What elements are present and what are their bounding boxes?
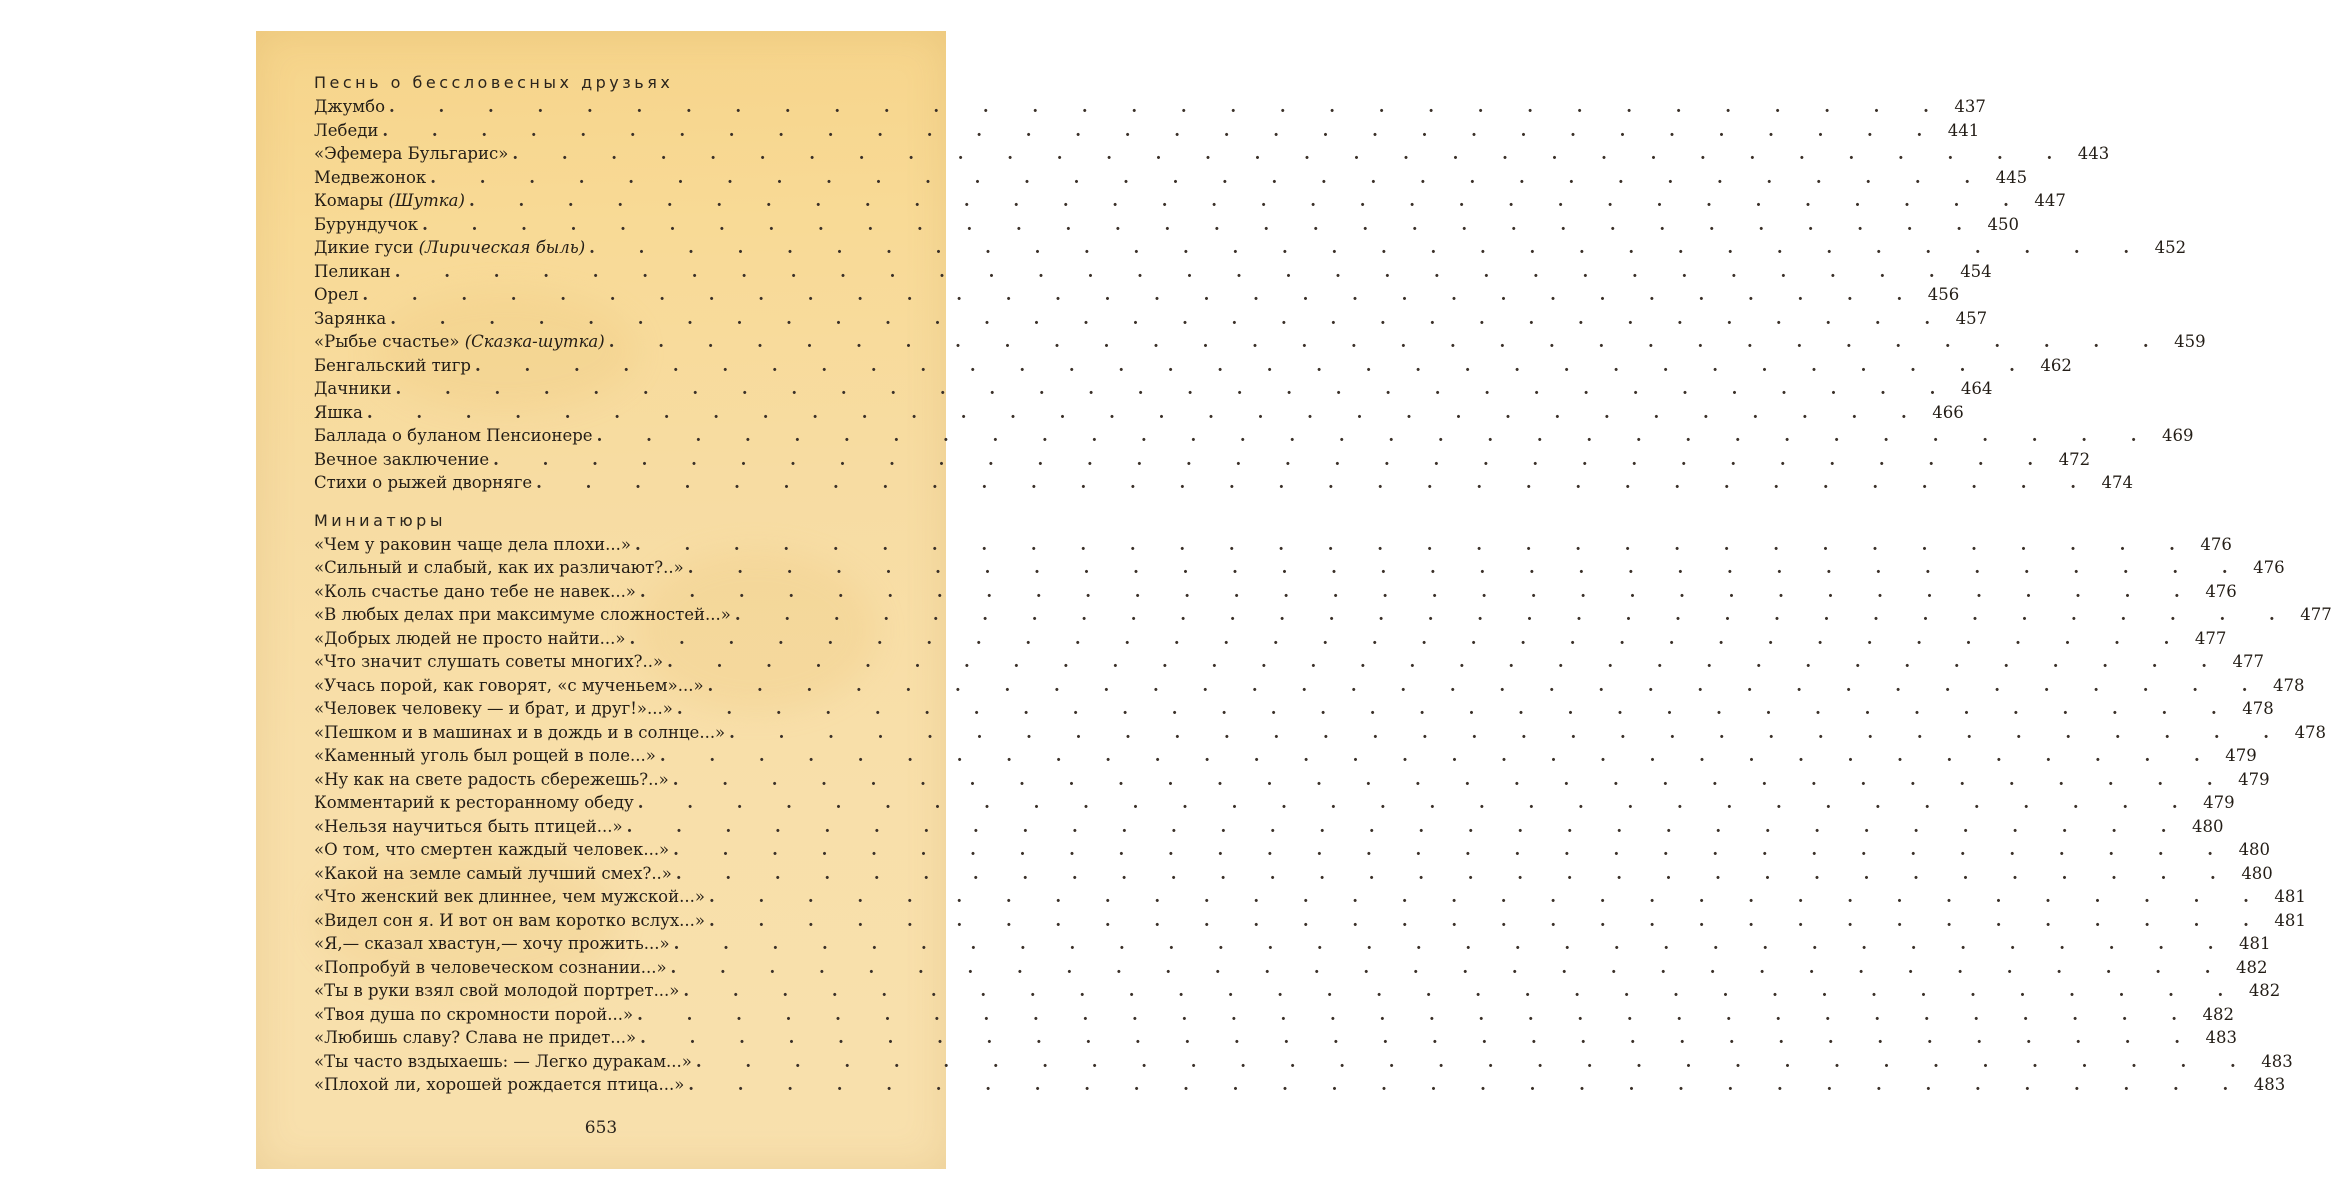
dot-leader: . . . . . . . . . . . . . . . . . . . . . . . . . . . . . . . . bbox=[422, 214, 1982, 234]
entry-title-text: Вечное заключение bbox=[314, 449, 490, 469]
entry-title bbox=[314, 979, 683, 1003]
entry-page-number: 457 bbox=[1955, 308, 1988, 328]
toc-entry bbox=[314, 556, 2285, 580]
dot-leader: . . . . . . . . . . . . . . . . . . . . . . . . . . . . . . . . bbox=[394, 261, 1954, 281]
entry-title-text: «Что значит слушать советы многих?..» bbox=[314, 652, 664, 671]
entry-title bbox=[314, 1026, 640, 1050]
entry-title bbox=[314, 377, 395, 401]
entry-title bbox=[314, 283, 362, 307]
dot-leader: . . . . . . . . . . . . . . . . . . . . . . . . . . . . . . . . bbox=[709, 910, 2268, 930]
dot-leader: . . . . . . . . . . . . . . . . . . . . . . . . . . . . . . . . bbox=[382, 120, 1942, 140]
entry-title-text: «Я,— сказал хвастун,— хочу прожить...» bbox=[314, 934, 670, 953]
toc-entry bbox=[314, 791, 2235, 815]
dot-leader: . . . . . . . . . . . . . . . . . . . . . . . . . . . . . . . . bbox=[688, 1075, 2248, 1094]
toc-entry bbox=[314, 236, 2187, 260]
dot-leader: . . . . . . . . . . . . . . . . . . . . . . . . . . . . . . . . bbox=[389, 97, 1948, 116]
entry-title bbox=[314, 142, 512, 166]
entry-page-number: 450 bbox=[1987, 214, 2020, 234]
entry-title bbox=[314, 909, 709, 933]
entry-title bbox=[314, 307, 390, 331]
entry-title-text: «Чем у раковин чаще дела плохи...» bbox=[314, 534, 631, 554]
dot-leader: . . . . . . . . . . . . . . . . . . . . . . . . . . . . . . . . bbox=[608, 332, 2168, 351]
entry-title-text: Бенгальский тигр bbox=[314, 355, 471, 375]
toc-entry bbox=[314, 838, 2271, 862]
entry-title bbox=[314, 603, 735, 627]
toc-entry bbox=[314, 697, 2274, 721]
entry-title-text: Баллада о буланом Пенсионере bbox=[314, 426, 593, 445]
entry-title-text: «Эфемера Бульгарис» bbox=[314, 144, 509, 163]
dot-leader: . . . . . . . . . . . . . . . . . . . . . . . . . . . . . . . . bbox=[512, 144, 2072, 163]
toc-entry bbox=[314, 1003, 2235, 1027]
dot-leader: . . . . . . . . . . . . . . . . . . . . . . . . . . . . . . . . bbox=[362, 285, 1922, 304]
entry-title bbox=[314, 424, 597, 448]
dot-leader: . . . . . . . . . . . . . . . . . . . . . . . . . . . . . . . . bbox=[672, 769, 2232, 789]
entry-title bbox=[314, 556, 688, 580]
entry-title-text: «Попробуй в человеческом сознании...» bbox=[314, 957, 667, 977]
entry-title-text: Дачники bbox=[314, 379, 392, 398]
toc-entry bbox=[314, 330, 2206, 354]
entry-page-number: 459 bbox=[2174, 332, 2206, 351]
toc-entry bbox=[314, 119, 1980, 143]
dot-leader: . . . . . . . . . . . . . . . . . . . . . . . . . . . . . . . . bbox=[673, 934, 2233, 953]
entry-title-text: Медвежонок bbox=[314, 167, 427, 187]
entry-page-number: 479 bbox=[2238, 769, 2270, 789]
entry-title bbox=[314, 260, 395, 284]
entry-title bbox=[314, 674, 708, 698]
toc-entry bbox=[314, 213, 2020, 237]
entry-page-number: 454 bbox=[1960, 261, 1992, 281]
entry-page-number: 480 bbox=[2238, 840, 2271, 859]
entry-title-text: «Рыбье счастье» bbox=[314, 332, 460, 351]
entry-title-text: «Каменный уголь был рощей в поле...» bbox=[314, 746, 656, 765]
entry-note: (Шутка) bbox=[388, 191, 465, 210]
section-gap bbox=[314, 495, 862, 509]
section-title: Песнь о бессловесных друзьях bbox=[314, 73, 674, 92]
toc-entry bbox=[314, 815, 2224, 839]
dot-leader: . . . . . . . . . . . . . . . . . . . . . . . . . . . . . . . . bbox=[589, 238, 2149, 257]
entry-page-number: 437 bbox=[1954, 97, 1986, 116]
toc-entry bbox=[314, 909, 2306, 933]
entry-title bbox=[314, 627, 629, 651]
toc-entry bbox=[314, 189, 2066, 213]
toc-entry bbox=[314, 1050, 2293, 1074]
toc-entry bbox=[314, 354, 2072, 378]
entry-page-number: 482 bbox=[2202, 1004, 2235, 1024]
entry-page-number: 482 bbox=[2235, 957, 2268, 977]
entry-page-number: 479 bbox=[2203, 793, 2235, 812]
dot-leader: . . . . . . . . . . . . . . . . . . . . . . . . . . . . . . . . bbox=[493, 449, 2053, 469]
entry-note: (Сказка-шутка) bbox=[464, 332, 605, 351]
entry-title bbox=[314, 1050, 696, 1074]
entry-page-number: 483 bbox=[2205, 1028, 2238, 1047]
entry-title-text: Бурундучок bbox=[314, 214, 419, 234]
entry-title bbox=[314, 815, 627, 839]
dot-leader: . . . . . . . . . . . . . . . . . . . . . . . . . . . . . . . . bbox=[596, 426, 2156, 445]
dot-leader: . . . . . . . . . . . . . . . . . . . . . . . . . . . . . . . . bbox=[430, 167, 1990, 187]
entry-title-text: «Любишь славу? Слава не придет...» bbox=[314, 1028, 637, 1047]
entry-title-text: «Учась порой, как говорят, «с мученьем»...» bbox=[314, 675, 704, 695]
dot-leader: . . . . . . . . . . . . . . . . . . . . . . . . . . . . . . . . bbox=[395, 379, 1955, 398]
entry-page-number: 447 bbox=[2034, 191, 2066, 210]
entry-title bbox=[314, 1073, 688, 1097]
entry-page-number: 478 bbox=[2242, 699, 2274, 718]
dot-leader: . . . . . . . . . . . . . . . . . . . . . . . . . . . . . . . . bbox=[673, 840, 2233, 859]
entry-page-number: 482 bbox=[2248, 981, 2281, 1000]
toc-entry bbox=[314, 674, 2305, 698]
entry-title-text: Лебеди bbox=[314, 120, 379, 140]
entry-title bbox=[314, 166, 430, 190]
entry-page-number: 483 bbox=[2261, 1051, 2293, 1071]
toc-entry bbox=[314, 377, 1993, 401]
entry-page-number: 481 bbox=[2238, 934, 2271, 953]
entry-title-text: Комментарий к ресторанному обеду bbox=[314, 793, 634, 812]
toc-entry bbox=[314, 533, 2232, 557]
dot-leader: . . . . . . . . . . . . . . . . . . . . . . . . . . . . . . . . bbox=[734, 605, 2294, 624]
dot-leader: . . . . . . . . . . . . . . . . . . . . . . . . . . . . . . . . bbox=[675, 863, 2235, 883]
entry-title bbox=[314, 721, 729, 745]
entry-title bbox=[314, 354, 475, 378]
entry-page-number: 462 bbox=[2040, 355, 2072, 375]
entry-page-number: 445 bbox=[1995, 167, 2028, 187]
entry-page-number: 469 bbox=[2161, 426, 2194, 445]
entry-title-text: «Пешком и в машинах и в дождь и в солнце...» bbox=[314, 722, 726, 742]
entry-page-number: 466 bbox=[1932, 402, 1964, 422]
entry-title bbox=[314, 885, 709, 909]
entry-title-text: «О том, что смертен каждый человек...» bbox=[314, 840, 670, 859]
entry-page-number: 441 bbox=[1947, 120, 1980, 140]
dot-leader: . . . . . . . . . . . . . . . . . . . . . . . . . . . . . . . . bbox=[536, 473, 2096, 492]
entry-title-text: Пеликан bbox=[314, 261, 391, 281]
entry-title-text: «Твоя душа по скромности порой...» bbox=[314, 1004, 634, 1024]
entry-title bbox=[314, 213, 422, 237]
entry-page-number: 477 bbox=[2194, 628, 2227, 648]
dot-leader: . . . . . . . . . . . . . . . . . . . . . . . . . . . . . . . . bbox=[640, 1028, 2200, 1047]
dot-leader: . . . . . . . . . . . . . . . . . . . . . . . . . . . . . . . . bbox=[670, 957, 2230, 977]
entry-page-number: 452 bbox=[2154, 238, 2187, 257]
entry-title bbox=[314, 932, 674, 956]
entry-title bbox=[314, 1003, 637, 1027]
book-page bbox=[256, 31, 2332, 1169]
entry-title-text: «Ты часто вздыхаешь: — Легко дуракам...» bbox=[314, 1051, 692, 1071]
entry-page-number: 472 bbox=[2058, 449, 2091, 469]
entry-page-number: 478 bbox=[2294, 722, 2327, 742]
entry-title-text: «Видел сон я. И вот он вам коротко вслух...» bbox=[314, 910, 706, 930]
entry-title-text: Зарянка bbox=[314, 308, 387, 328]
entry-title bbox=[314, 838, 673, 862]
entry-page-number: 476 bbox=[2253, 558, 2285, 577]
toc-entry bbox=[314, 471, 2134, 495]
toc-entry bbox=[314, 650, 2265, 674]
entry-title bbox=[314, 862, 676, 886]
dot-leader: . . . . . . . . . . . . . . . . . . . . . . . . . . . . . . . . bbox=[474, 355, 2034, 375]
dot-leader: . . . . . . . . . . . . . . . . . . . . . . . . . . . . . . . . bbox=[629, 628, 2189, 648]
dot-leader: . . . . . . . . . . . . . . . . . . . . . . . . . . . . . . . . bbox=[707, 675, 2267, 695]
toc-entry bbox=[314, 307, 1988, 331]
entry-title bbox=[314, 236, 589, 260]
entry-title-text: «Человек человеку — и брат, и друг!»...» bbox=[314, 699, 673, 718]
entry-title bbox=[314, 533, 635, 557]
entry-title bbox=[314, 401, 367, 425]
toc-entry bbox=[314, 142, 2110, 166]
entry-title-text: «В любых делах при максимуме сложностей...» bbox=[314, 605, 731, 624]
entry-title bbox=[314, 697, 677, 721]
toc-entry bbox=[314, 885, 2306, 909]
toc-entry bbox=[314, 283, 1960, 307]
entry-title-text: «Ты в руки взял свой молодой портрет...» bbox=[314, 981, 680, 1000]
dot-leader: . . . . . . . . . . . . . . . . . . . . . . . . . . . . . . . . bbox=[626, 816, 2186, 836]
entry-title-text: Комары bbox=[314, 191, 384, 210]
entry-title-text: «Добрых людей не просто найти...» bbox=[314, 628, 626, 648]
entry-title-text: Дикие гуси bbox=[314, 238, 414, 257]
dot-leader: . . . . . . . . . . . . . . . . . . . . . . . . . . . . . . . . bbox=[637, 793, 2197, 812]
entry-title-text: «Коль счастье дано тебе не навек...» bbox=[314, 581, 636, 601]
entry-title-text: «Плохой ли, хорошей рождается птица...» bbox=[314, 1075, 685, 1094]
entry-title bbox=[314, 471, 536, 495]
entry-page-number: 476 bbox=[2200, 534, 2232, 554]
toc-entry bbox=[314, 627, 2227, 651]
dot-leader: . . . . . . . . . . . . . . . . . . . . . . . . . . . . . . . . bbox=[667, 652, 2227, 671]
entry-page-number: 481 bbox=[2274, 887, 2306, 906]
dot-leader: . . . . . . . . . . . . . . . . . . . . . . . . . . . . . . . . bbox=[683, 981, 2243, 1000]
entry-title bbox=[314, 791, 638, 815]
entry-title-text: Стихи о рыжей дворняге bbox=[314, 473, 533, 492]
entry-page-number: 478 bbox=[2272, 675, 2305, 695]
toc-entry bbox=[314, 979, 2281, 1003]
entry-title-text: Яшка bbox=[314, 402, 363, 422]
dot-leader: . . . . . . . . . . . . . . . . . . . . . . . . . . . . . . . . bbox=[687, 558, 2247, 577]
entry-title-text: «Что женский век длиннее, чем мужской...» bbox=[314, 887, 705, 906]
dot-leader: . . . . . . . . . . . . . . . . . . . . . . . . . . . . . . . . bbox=[366, 402, 1926, 422]
section-title: Миниатюры bbox=[314, 510, 446, 530]
table-of-contents bbox=[314, 71, 2332, 1097]
toc-entry bbox=[314, 424, 2194, 448]
entry-title-text: «Какой на земле самый лучший смех?..» bbox=[314, 863, 672, 883]
entry-page-number: 483 bbox=[2253, 1075, 2286, 1094]
entry-page-number: 477 bbox=[2232, 652, 2265, 671]
entry-note: (Лирическая быль) bbox=[418, 238, 586, 257]
entry-page-number: 464 bbox=[1960, 379, 1993, 398]
entry-page-number: 443 bbox=[2077, 144, 2110, 163]
entry-title bbox=[314, 95, 389, 119]
entry-title bbox=[314, 580, 640, 604]
entry-page-number: 480 bbox=[2191, 816, 2224, 836]
entry-title bbox=[314, 189, 469, 213]
dot-leader: . . . . . . . . . . . . . . . . . . . . . . . . . . . . . . . . bbox=[637, 1004, 2197, 1024]
toc-entry bbox=[314, 744, 2257, 768]
entry-page-number: 477 bbox=[2300, 605, 2332, 624]
dot-leader: . . . . . . . . . . . . . . . . . . . . . . . . . . . . . . . . bbox=[468, 191, 2028, 210]
toc-entry bbox=[314, 166, 2028, 190]
dot-leader: . . . . . . . . . . . . . . . . . . . . . . . . . . . . . . . . bbox=[676, 699, 2236, 718]
entry-title-text: Джумбо bbox=[314, 97, 386, 116]
entry-title bbox=[314, 448, 493, 472]
entry-title bbox=[314, 744, 660, 768]
toc-entry bbox=[314, 448, 2091, 472]
entry-title bbox=[314, 650, 667, 674]
toc-entry bbox=[314, 580, 2237, 604]
toc-entry bbox=[314, 603, 2332, 627]
dot-leader: . . . . . . . . . . . . . . . . . . . . . . . . . . . . . . . . bbox=[634, 534, 2194, 554]
entry-title-text: «Ну как на свете радость сбережешь?..» bbox=[314, 769, 669, 789]
entry-page-number: 474 bbox=[2101, 473, 2134, 492]
page-number: 653 bbox=[584, 1118, 618, 1138]
toc-entry bbox=[314, 768, 2270, 792]
entry-page-number: 480 bbox=[2241, 863, 2273, 883]
entry-title-text: «Нельзя научиться быть птицей...» bbox=[314, 816, 623, 836]
entry-page-number: 456 bbox=[1927, 285, 1960, 304]
dot-leader: . . . . . . . . . . . . . . . . . . . . . . . . . . . . . . . . bbox=[708, 887, 2268, 906]
toc-entry bbox=[314, 932, 2271, 956]
entry-title bbox=[314, 956, 671, 980]
toc-entry bbox=[314, 862, 2273, 886]
dot-leader: . . . . . . . . . . . . . . . . . . . . . . . . . . . . . . . . bbox=[729, 722, 2289, 742]
entry-title-text: Орел bbox=[314, 285, 359, 304]
entry-title bbox=[314, 330, 609, 354]
dot-leader: . . . . . . . . . . . . . . . . . . . . . . . . . . . . . . . . bbox=[390, 308, 1950, 328]
dot-leader: . . . . . . . . . . . . . . . . . . . . . . . . . . . . . . . . bbox=[659, 746, 2219, 765]
entry-title-text: «Сильный и слабый, как их различают?..» bbox=[314, 558, 684, 577]
toc-entry bbox=[314, 260, 1992, 284]
toc-entry bbox=[314, 95, 1986, 119]
toc-entry bbox=[314, 401, 1964, 425]
toc-entry bbox=[314, 721, 2327, 745]
dot-leader: . . . . . . . . . . . . . . . . . . . . . . . . . . . . . . . . bbox=[695, 1051, 2255, 1071]
toc-entry bbox=[314, 1073, 2286, 1097]
entry-page-number: 479 bbox=[2225, 746, 2257, 765]
entry-title bbox=[314, 119, 382, 143]
toc-entry bbox=[314, 956, 2268, 980]
entry-page-number: 481 bbox=[2274, 910, 2306, 930]
dot-leader: . . . . . . . . . . . . . . . . . . . . . . . . . . . . . . . . bbox=[639, 581, 2199, 601]
entry-page-number: 476 bbox=[2205, 581, 2237, 601]
entry-title bbox=[314, 768, 673, 792]
toc-entry bbox=[314, 1026, 2238, 1050]
